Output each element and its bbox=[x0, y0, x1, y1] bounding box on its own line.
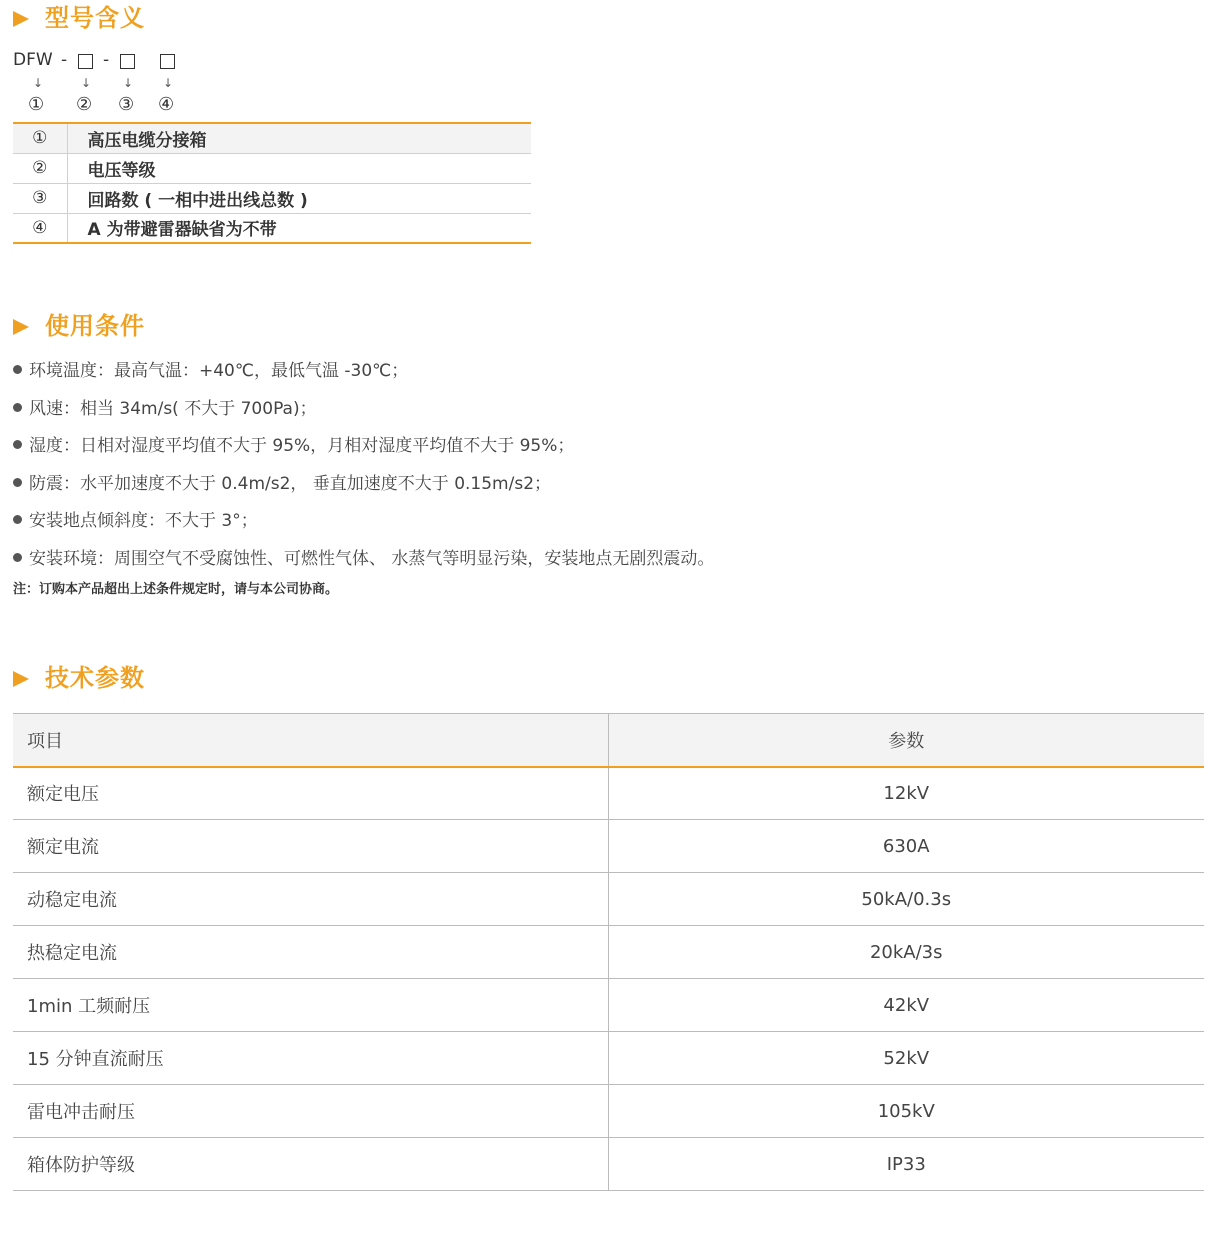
header-item: 项目 bbox=[13, 714, 608, 767]
list-item bbox=[13, 431, 714, 469]
list-item bbox=[13, 394, 714, 432]
table-header-row bbox=[13, 714, 1204, 767]
row-index: ① bbox=[13, 123, 67, 153]
spec-table bbox=[13, 713, 1204, 1191]
spec-value: 42kV bbox=[608, 979, 1204, 1032]
model-placeholder-box bbox=[160, 54, 175, 69]
row-index: ④ bbox=[13, 213, 67, 243]
model-index: ③ bbox=[118, 94, 135, 115]
table-row bbox=[13, 183, 531, 213]
arrow-down-icon: ↓ bbox=[33, 76, 44, 90]
condition-text: 安装环境：周围空气不受腐蚀性、可燃性气体、 水蒸气等明显污染，安装地点无剧烈震动。 bbox=[29, 548, 715, 569]
section-marker-icon bbox=[13, 671, 29, 687]
list-item bbox=[13, 469, 714, 507]
model-prefix: DFW bbox=[13, 50, 53, 70]
list-item bbox=[13, 544, 714, 582]
section-title-label: 型号含义 bbox=[45, 4, 145, 32]
bullet-icon bbox=[13, 515, 22, 524]
spec-value: IP33 bbox=[608, 1138, 1204, 1191]
spec-item: 动稳定电流 bbox=[13, 873, 608, 926]
header-value: 参数 bbox=[608, 714, 1204, 767]
section-title-label: 技术参数 bbox=[45, 664, 145, 692]
row-index: ③ bbox=[13, 183, 67, 213]
table-row bbox=[13, 1032, 1204, 1085]
condition-text: 湿度：日相对湿度平均值不大于 95%，月相对湿度平均值不大于 95%； bbox=[29, 436, 575, 456]
condition-text: 防震：水平加速度不大于 0.4m/s2， 垂直加速度不大于 0.15m/s2； bbox=[29, 473, 552, 494]
spec-item: 额定电流 bbox=[13, 820, 608, 873]
table-row bbox=[13, 1085, 1204, 1138]
condition-text: 安装地点倾斜度：不大于 3°； bbox=[29, 511, 258, 531]
row-text: A 为带避雷器缺省为不带 bbox=[67, 213, 531, 243]
table-row bbox=[13, 213, 531, 243]
bullet-icon bbox=[13, 403, 22, 412]
table-row bbox=[13, 979, 1204, 1032]
spec-item: 雷电冲击耐压 bbox=[13, 1085, 608, 1138]
table-row bbox=[13, 153, 531, 183]
spec-item: 箱体防护等级 bbox=[13, 1138, 608, 1191]
spec-item: 15 分钟直流耐压 bbox=[13, 1032, 608, 1085]
spec-item: 热稳定电流 bbox=[13, 926, 608, 979]
conditions-list bbox=[13, 356, 714, 581]
spec-value: 50kA/0.3s bbox=[608, 873, 1204, 926]
section-title-label: 使用条件 bbox=[45, 312, 145, 340]
model-placeholder-box bbox=[120, 54, 135, 69]
bullet-icon bbox=[13, 440, 22, 449]
table-row bbox=[13, 1138, 1204, 1191]
model-index: ④ bbox=[158, 94, 175, 115]
bullet-icon bbox=[13, 553, 22, 562]
list-item bbox=[13, 356, 714, 394]
table-row bbox=[13, 767, 1204, 820]
section-title-specs bbox=[13, 658, 145, 693]
model-index: ① bbox=[28, 94, 45, 115]
row-text: 回路数 ( 一相中进出线总数 ) bbox=[67, 183, 531, 213]
section-title-conditions bbox=[13, 306, 145, 341]
table-row bbox=[13, 926, 1204, 979]
spec-item: 1min 工频耐压 bbox=[13, 979, 608, 1032]
arrow-down-icon: ↓ bbox=[123, 76, 134, 90]
bullet-icon bbox=[13, 365, 22, 374]
conditions-note: 注：订购本产品超出上述条件规定时，请与本公司协商。 bbox=[13, 582, 339, 597]
model-index: ② bbox=[76, 94, 93, 115]
condition-text: 环境温度：最高气温：+40℃，最低气温 -30℃； bbox=[29, 361, 409, 381]
list-item bbox=[13, 506, 714, 544]
section-marker-icon bbox=[13, 319, 29, 335]
model-code-diagram bbox=[13, 50, 213, 120]
spec-value: 20kA/3s bbox=[608, 926, 1204, 979]
bullet-icon bbox=[13, 478, 22, 487]
arrow-down-icon: ↓ bbox=[81, 76, 92, 90]
table-row bbox=[13, 123, 531, 153]
section-title-model bbox=[13, 0, 145, 33]
spec-value: 630A bbox=[608, 820, 1204, 873]
section-marker-icon bbox=[13, 11, 29, 27]
table-row bbox=[13, 820, 1204, 873]
spec-item: 额定电压 bbox=[13, 767, 608, 820]
table-row bbox=[13, 873, 1204, 926]
row-text: 高压电缆分接箱 bbox=[67, 123, 531, 153]
spec-value: 12kV bbox=[608, 767, 1204, 820]
row-index: ② bbox=[13, 153, 67, 183]
model-meaning-table bbox=[13, 122, 531, 244]
condition-text: 风速：相当 34m/s( 不大于 700Pa)； bbox=[29, 398, 317, 419]
spec-value: 52kV bbox=[608, 1032, 1204, 1085]
model-dash: - bbox=[61, 50, 68, 70]
model-dash: - bbox=[103, 50, 110, 70]
model-placeholder-box bbox=[78, 54, 93, 69]
arrow-down-icon: ↓ bbox=[163, 76, 174, 90]
row-text: 电压等级 bbox=[67, 153, 531, 183]
spec-value: 105kV bbox=[608, 1085, 1204, 1138]
